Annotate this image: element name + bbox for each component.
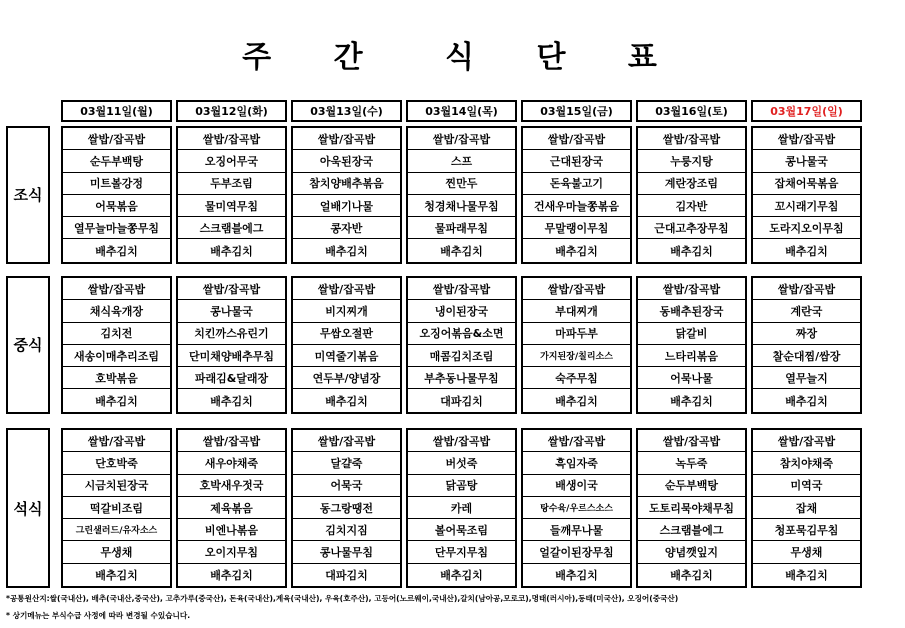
menu-item: 쌀밥/잡곡밥 <box>638 430 745 452</box>
menu-item: 마파두부 <box>523 323 630 345</box>
menu-item: 계란국 <box>753 300 860 322</box>
day-header: 03월13일(수) <box>291 100 402 122</box>
origin-note: *공통원산지:쌀(국내산), 배추(국내산,중국산), 고추가루(중국산), 돈육(국내산),계육(국내산), 우육(호주산), 고등어(노르웨이,국내산),갈치(남아공,모로코),명태(러시아),동태(미국산), 오징어(중국산) <box>6 594 679 603</box>
menu-item: 콩나물국 <box>178 300 285 322</box>
menu-item: 배추김치 <box>670 244 713 258</box>
menu-item: 호박새우젓국 <box>178 475 285 497</box>
day-column <box>406 428 517 588</box>
menu-item: 쌀밥/잡곡밥 <box>753 278 860 300</box>
day-column <box>751 126 862 264</box>
menu-item: 그린샐러드/유자소스 <box>63 519 170 541</box>
menu-item: 찰순대찜/쌈장 <box>753 345 860 367</box>
menu-item: 배추김치 <box>95 394 138 408</box>
menu-item: 단미채양배추무침 <box>178 345 285 367</box>
day-column <box>521 276 632 414</box>
menu-item: 무생채 <box>63 541 170 563</box>
menu-item: 들깨무나물 <box>523 519 630 541</box>
menu-item: 부대찌개 <box>523 300 630 322</box>
menu-item: 도토리묵야채무침 <box>638 497 745 519</box>
menu-item: 쌀밥/잡곡밥 <box>63 278 170 300</box>
menu-item: 배추김치 <box>785 394 828 408</box>
menu-item: 쌀밥/잡곡밥 <box>523 128 630 150</box>
menu-item: 김자반 <box>638 195 745 217</box>
menu-item: 매콤김치조림 <box>408 345 515 367</box>
menu-item: 김치지짐 <box>293 519 400 541</box>
menu-item: 오징어볶음&소면 <box>408 323 515 345</box>
menu-item: 무생채 <box>753 541 860 563</box>
day-column <box>406 126 517 264</box>
menu-item: 열무늘지 <box>753 367 860 389</box>
menu-item: 쌀밥/잡곡밥 <box>178 278 285 300</box>
meal-grid <box>61 428 866 588</box>
day-column <box>406 276 517 414</box>
menu-item: 순두부백탕 <box>638 475 745 497</box>
menu-item: 연두부/양념장 <box>293 367 400 389</box>
day-column <box>176 276 287 414</box>
menu-item: 쌀밥/잡곡밥 <box>523 278 630 300</box>
menu-item: 찐만두 <box>408 173 515 195</box>
day-header-sunday: 03월17일(일) <box>751 100 862 122</box>
menu-item: 배추김치 <box>670 394 713 408</box>
menu-item: 어묵국 <box>293 475 400 497</box>
menu-item: 누룽지탕 <box>638 150 745 172</box>
menu-item: 쌀밥/잡곡밥 <box>178 430 285 452</box>
menu-item: 떡갈비조림 <box>63 497 170 519</box>
menu-item: 오이지무침 <box>178 541 285 563</box>
menu-item: 치킨까스유린기 <box>178 323 285 345</box>
menu-item: 배추김치 <box>440 244 483 258</box>
day-column <box>291 428 402 588</box>
menu-item: 쌀밥/잡곡밥 <box>523 430 630 452</box>
day-column <box>176 428 287 588</box>
menu-item: 새송이매추리조림 <box>63 345 170 367</box>
menu-item: 청포묵김무침 <box>753 519 860 541</box>
menu-item: 아욱된장국 <box>293 150 400 172</box>
menu-item: 쌀밥/잡곡밥 <box>178 128 285 150</box>
menu-item: 꼬시래기무침 <box>753 195 860 217</box>
menu-item: 단무지무침 <box>408 541 515 563</box>
menu-item: 쌀밥/잡곡밥 <box>63 128 170 150</box>
day-column <box>751 428 862 588</box>
menu-item: 배추김치 <box>555 244 598 258</box>
menu-item: 스프 <box>408 150 515 172</box>
day-header: 03월11일(월) <box>61 100 172 122</box>
menu-item: 건새우마늘쫑볶음 <box>523 195 630 217</box>
menu-item: 물파래무침 <box>408 217 515 239</box>
menu-item: 쌀밥/잡곡밥 <box>408 128 515 150</box>
menu-item: 스크램블에그 <box>638 519 745 541</box>
day-column <box>291 126 402 264</box>
day-column <box>291 276 402 414</box>
menu-item: 근대된장국 <box>523 150 630 172</box>
menu-item: 배추김치 <box>555 394 598 408</box>
menu-item: 어묵나물 <box>638 367 745 389</box>
menu-item: 미역줄기볶음 <box>293 345 400 367</box>
menu-item: 탕수육/우르스소스 <box>523 497 630 519</box>
menu-item: 참치양배추볶음 <box>293 173 400 195</box>
change-note: * 상기메뉴는 부식수급 사정에 따라 변경될 수있습니다. <box>6 611 191 620</box>
menu-item: 쌀밥/잡곡밥 <box>753 128 860 150</box>
day-column <box>636 276 747 414</box>
menu-item: 양념깻잎지 <box>638 541 745 563</box>
menu-item: 어묵볶음 <box>63 195 170 217</box>
menu-item: 파래김&달래장 <box>178 367 285 389</box>
menu-item: 쌀밥/잡곡밥 <box>638 128 745 150</box>
menu-item: 시금치된장국 <box>63 475 170 497</box>
menu-item: 제육볶음 <box>178 497 285 519</box>
day-column <box>176 126 287 264</box>
menu-item: 잡채어묵볶음 <box>753 173 860 195</box>
menu-item: 달걀죽 <box>293 452 400 474</box>
menu-item: 콩자반 <box>293 217 400 239</box>
menu-item: 버섯죽 <box>408 452 515 474</box>
menu-item: 청경채나물무침 <box>408 195 515 217</box>
menu-item: 숙주무침 <box>523 367 630 389</box>
menu-item: 닭갈비 <box>638 323 745 345</box>
menu-item: 닭곰탕 <box>408 475 515 497</box>
menu-item: 배추김치 <box>325 394 368 408</box>
menu-item: 냉이된장국 <box>408 300 515 322</box>
day-header: 03월14일(목) <box>406 100 517 122</box>
day-header: 03월15일(금) <box>521 100 632 122</box>
meal-grid <box>61 276 866 414</box>
menu-item: 흑임자죽 <box>523 452 630 474</box>
menu-item: 미역국 <box>753 475 860 497</box>
menu-item: 쌀밥/잡곡밥 <box>408 278 515 300</box>
menu-item: 쌀밥/잡곡밥 <box>293 128 400 150</box>
menu-item: 무쌈오절판 <box>293 323 400 345</box>
menu-item: 순두부백탕 <box>63 150 170 172</box>
menu-item: 배추김치 <box>555 568 598 582</box>
day-column <box>636 126 747 264</box>
menu-item: 무말랭이무침 <box>523 217 630 239</box>
day-column <box>521 126 632 264</box>
menu-item: 배추김치 <box>95 244 138 258</box>
menu-item: 비지찌개 <box>293 300 400 322</box>
day-header: 03월16일(토) <box>636 100 747 122</box>
menu-item: 배추김치 <box>210 244 253 258</box>
menu-item: 두부조림 <box>178 173 285 195</box>
menu-item: 배추김치 <box>210 394 253 408</box>
day-column <box>751 276 862 414</box>
menu-item: 배생이국 <box>523 475 630 497</box>
menu-item: 열무늘마늘쫑무침 <box>63 217 170 239</box>
menu-item: 얼배기나물 <box>293 195 400 217</box>
menu-item: 참치야채죽 <box>753 452 860 474</box>
day-header: 03월12일(화) <box>176 100 287 122</box>
menu-item: 미트볼강정 <box>63 173 170 195</box>
menu-item: 배추김치 <box>95 568 138 582</box>
menu-item: 대파김치 <box>440 394 483 408</box>
day-column <box>61 428 172 588</box>
day-header-row <box>61 100 866 122</box>
menu-item: 쌀밥/잡곡밥 <box>293 278 400 300</box>
menu-item: 잡채 <box>753 497 860 519</box>
menu-item: 콩나물국 <box>753 150 860 172</box>
meal-label: 조식 <box>6 126 50 264</box>
day-column <box>636 428 747 588</box>
menu-item: 물미역무침 <box>178 195 285 217</box>
menu-item: 스크램블에그 <box>178 217 285 239</box>
menu-item: 가지된장/칠리소스 <box>523 345 630 367</box>
meal-label: 중식 <box>6 276 50 414</box>
menu-item: 배추김치 <box>210 568 253 582</box>
menu-item: 녹두죽 <box>638 452 745 474</box>
meal-label: 석식 <box>6 428 50 588</box>
menu-item: 쌀밥/잡곡밥 <box>293 430 400 452</box>
menu-item: 도라지오이무침 <box>753 217 860 239</box>
menu-item: 채식육개장 <box>63 300 170 322</box>
menu-item: 동배추된장국 <box>638 300 745 322</box>
page-title: 주 간 식 단 표 <box>242 40 663 75</box>
day-column <box>521 428 632 588</box>
menu-item: 얼갈이된장무침 <box>523 541 630 563</box>
menu-item: 배추김치 <box>670 568 713 582</box>
menu-item: 계란장조림 <box>638 173 745 195</box>
menu-item: 배추김치 <box>440 568 483 582</box>
menu-item: 배추김치 <box>785 244 828 258</box>
menu-item: 단호박죽 <box>63 452 170 474</box>
menu-item: 배추김치 <box>785 568 828 582</box>
meal-grid <box>61 126 866 264</box>
menu-item: 느타리볶음 <box>638 345 745 367</box>
menu-item: 배추김치 <box>325 244 368 258</box>
menu-item: 근대고추장무침 <box>638 217 745 239</box>
menu-item: 쌀밥/잡곡밥 <box>408 430 515 452</box>
menu-item: 부추동나물무침 <box>408 367 515 389</box>
menu-item: 짜장 <box>753 323 860 345</box>
menu-item: 쌀밥/잡곡밥 <box>63 430 170 452</box>
day-column <box>61 276 172 414</box>
menu-item: 동그랑땡전 <box>293 497 400 519</box>
menu-item: 비엔나볶음 <box>178 519 285 541</box>
menu-item: 대파김치 <box>325 568 368 582</box>
day-column <box>61 126 172 264</box>
menu-item: 카레 <box>408 497 515 519</box>
menu-item: 오징어무국 <box>178 150 285 172</box>
menu-item: 볼어묵조림 <box>408 519 515 541</box>
menu-item: 호박볶음 <box>63 367 170 389</box>
menu-item: 김치전 <box>63 323 170 345</box>
menu-item: 쌀밥/잡곡밥 <box>638 278 745 300</box>
menu-item: 쌀밥/잡곡밥 <box>753 430 860 452</box>
menu-item: 콩나물무침 <box>293 541 400 563</box>
menu-item: 새우야채죽 <box>178 452 285 474</box>
menu-item: 돈육불고기 <box>523 173 630 195</box>
